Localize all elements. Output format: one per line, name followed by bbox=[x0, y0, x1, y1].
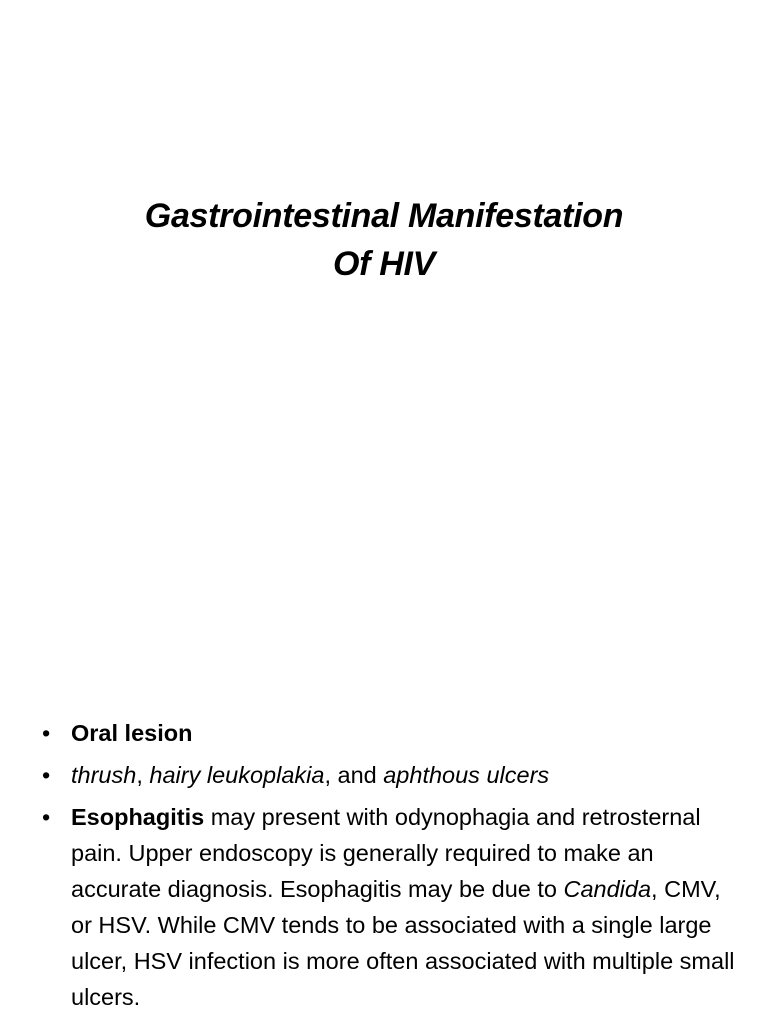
bullet-item-esophagitis bbox=[42, 799, 742, 1015]
slide-title bbox=[40, 192, 728, 288]
bullet-text-term: aphthous ulcers bbox=[383, 762, 550, 788]
bullet-text-heading: Oral lesion bbox=[71, 720, 193, 746]
bullet-marker: • bbox=[42, 804, 51, 830]
bullet-list bbox=[42, 715, 742, 1021]
slide-title-line-2: Of HIV bbox=[332, 245, 436, 283]
bullet-text: , bbox=[136, 762, 150, 788]
bullet-text: , and bbox=[324, 762, 384, 788]
bullet-item-oral-conditions bbox=[42, 757, 742, 793]
bullet-text-term: thrush bbox=[71, 762, 137, 788]
bullet-item-oral-lesion bbox=[42, 715, 742, 751]
bullet-text: may present with odynophagia and retrosternal pain. Upper endoscopy is generally required to make an accurate diagnosis. Esophagitis may be due to bbox=[71, 804, 701, 902]
bullet-text-heading: Esophagitis bbox=[71, 804, 205, 830]
bullet-marker: • bbox=[42, 720, 51, 746]
bullet-text-term: hairy leukoplakia bbox=[149, 762, 325, 788]
slide-title-line-1: Gastrointestinal Manifestation bbox=[144, 197, 624, 235]
bullet-marker: • bbox=[42, 762, 51, 788]
bullet-text-term: Candida bbox=[563, 876, 652, 902]
bullet-text: , CMV, or HSV. While CMV tends to be associated with a single large ulcer, HSV infection is more often associated with multiple small ulcers. bbox=[71, 876, 735, 1010]
